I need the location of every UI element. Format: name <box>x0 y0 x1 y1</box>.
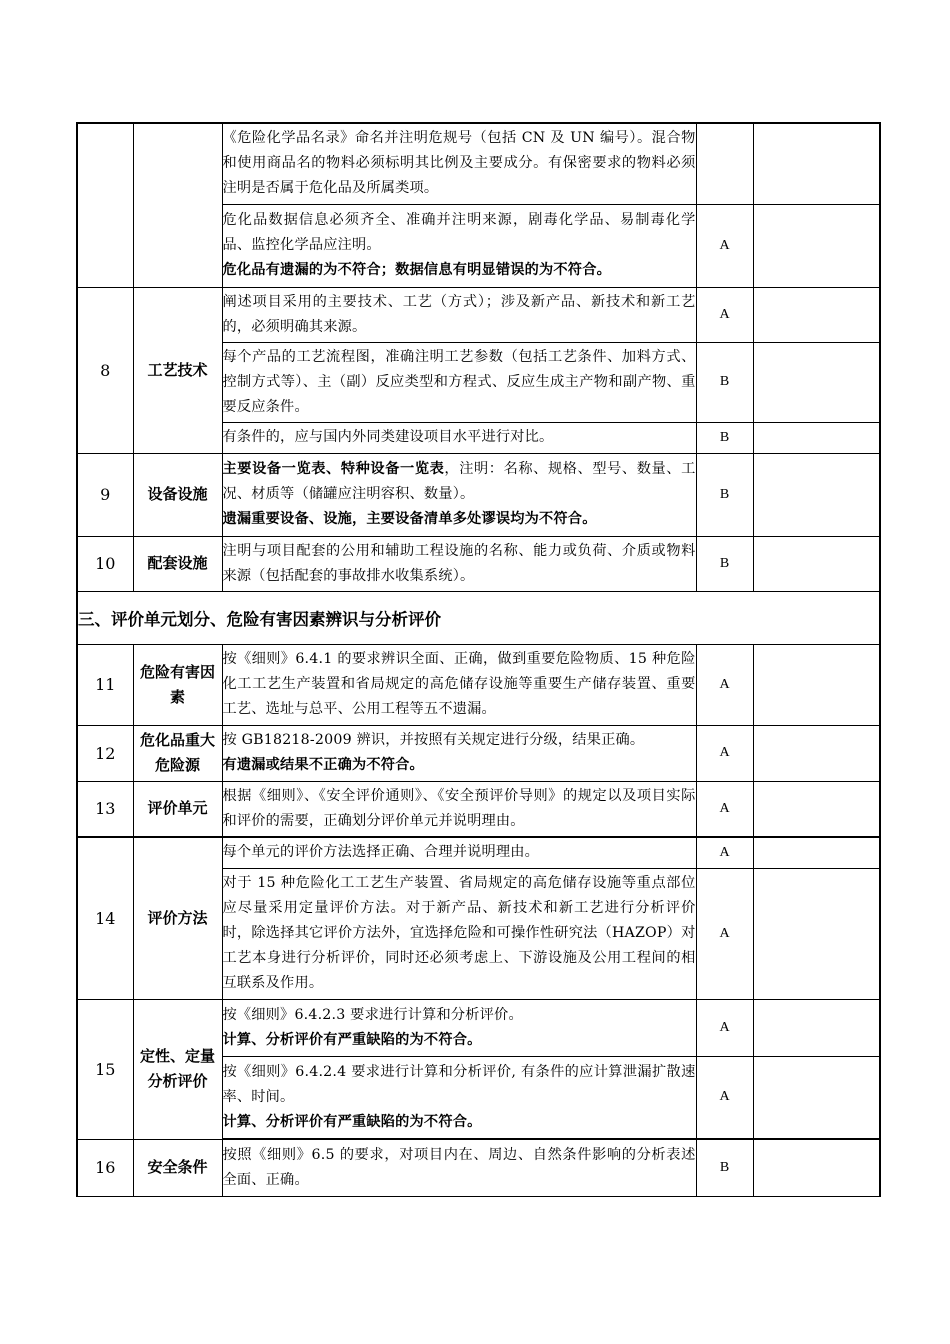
grade-cell: A <box>696 644 753 725</box>
remark-cell <box>753 644 880 725</box>
requirement-text: 每个单元的评价方法选择正确、合理并说明理由。 <box>222 837 696 868</box>
remark-cell <box>753 837 880 868</box>
remark-cell <box>753 453 880 536</box>
grade-cell: B <box>696 1139 753 1196</box>
grade-cell: B <box>696 342 753 422</box>
item-name <box>133 123 222 287</box>
item-name: 设备设施 <box>133 453 222 536</box>
requirement-text: 按 GB18218-2009 辨识，并按照有关规定进行分级，结果正确。 有遗漏或结果不正确为不符合。 <box>222 725 696 781</box>
remark-cell <box>753 342 880 422</box>
item-name: 危险有害因素 <box>133 644 222 725</box>
requirement-text: 根据《细则》、《安全评价通则》、《安全预评价导则》的规定以及项目实际和评价的需要，正确划分评价单元并说明理由。 <box>222 781 696 837</box>
requirement-text: 按照《细则》6.5 的要求，对项目内在、周边、自然条件影响的分析表述全面、正确。 <box>222 1139 696 1196</box>
grade-cell: A <box>696 868 753 999</box>
row-number: 15 <box>77 999 133 1139</box>
section-heading: 三、评价单元划分、危险有害因素辨识与分析评价 <box>77 591 880 644</box>
nonconformity-note: 遗漏重要设备、设施，主要设备清单多处谬误均为不符合。 <box>222 511 597 527</box>
row-number: 16 <box>77 1139 133 1196</box>
remark-cell <box>753 781 880 837</box>
remark-cell <box>753 868 880 999</box>
grade-cell: A <box>696 1056 753 1139</box>
remark-cell <box>753 725 880 781</box>
row-number: 9 <box>77 453 133 536</box>
requirement-text: 注明与项目配套的公用和辅助工程设施的名称、能力或负荷、介质或物料来源（包括配套的事故排水收集系统）。 <box>222 536 696 591</box>
nonconformity-note: 计算、分析评价有严重缺陷的为不符合。 <box>222 1113 482 1130</box>
requirement-text: 按《细则》6.4.2.4 要求进行计算和分析评价, 有条件的应计算泄漏扩散速率、时间。 计算、分析评价有严重缺陷的为不符合。 <box>222 1056 696 1139</box>
requirement-text: 有条件的，应与国内外同类建设项目水平进行对比。 <box>222 422 696 453</box>
item-name: 评价单元 <box>133 781 222 837</box>
row-number: 12 <box>77 725 133 781</box>
row-number: 10 <box>77 536 133 591</box>
item-name: 评价方法 <box>133 837 222 999</box>
requirement-text: 主要设备一览表、特种设备一览表，注明：名称、规格、型号、数量、工况、材质等（储罐应注明容积、数量）。 遗漏重要设备、设施，主要设备清单多处谬误均为不符合。 <box>222 453 696 536</box>
remark-cell <box>753 1056 880 1139</box>
item-name: 安全条件 <box>133 1139 222 1196</box>
grade-cell: B <box>696 453 753 536</box>
equipment-list-title: 主要设备一览表、特种设备一览表 <box>222 461 445 477</box>
row-number: 11 <box>77 644 133 725</box>
grade-cell: A <box>696 204 753 287</box>
requirement-text: 阐述项目采用的主要技术、工艺（方式）；涉及新产品、新技术和新工艺的，必须明确其来源。 <box>222 287 696 342</box>
grade-cell: B <box>696 422 753 453</box>
requirement-text: 《危险化学品名录》命名并注明危规号（包括 CN 及 UN 编号）。混合物和使用商品名的物料必须标明其比例及主要成分。有保密要求的物料必须注明是否属于危化品及所属类项。 <box>222 123 696 204</box>
requirement-text: 对于 15 种危险化工工艺生产装置、省局规定的高危储存设施等重点部位应尽量采用定量评价方法。对于新产品、新技术和新工艺进行分析评价时，除选择其它评价方法外，宜选择危险和可操作性研究法（HAZOP）对工艺本身进行分析评价，同时还必须考虑上、下游设施及公用工程间的相互联系及作用。 <box>222 868 696 999</box>
grade-cell: A <box>696 725 753 781</box>
remark-cell <box>753 422 880 453</box>
grade-cell: A <box>696 999 753 1056</box>
remark-cell <box>753 204 880 287</box>
grade-cell: A <box>696 781 753 837</box>
row-number: 14 <box>77 837 133 999</box>
row-number: 8 <box>77 287 133 453</box>
requirement-text: 每个产品的工艺流程图，准确注明工艺参数（包括工艺条件、加料方式、控制方式等）、主（副）反应类型和方程式、反应生成主产物和副产物、重要反应条件。 <box>222 342 696 422</box>
requirement-text: 按《细则》6.4.1 的要求辨识全面、正确，做到重要危险物质、15 种危险化工工艺生产装置和省局规定的高危储存设施等重要生产储存装置、重要工艺、选址与总平、公用工程等五不遗漏。 <box>222 644 696 725</box>
remark-cell <box>753 1139 880 1196</box>
grade-cell: B <box>696 536 753 591</box>
remark-cell <box>753 287 880 342</box>
remark-cell <box>753 999 880 1056</box>
review-table <box>76 122 881 1197</box>
nonconformity-note: 有遗漏或结果不正确为不符合。 <box>222 757 424 773</box>
requirement-text: 按《细则》6.4.2.3 要求进行计算和分析评价。 计算、分析评价有严重缺陷的为不符合。 <box>222 999 696 1056</box>
nonconformity-note: 计算、分析评价有严重缺陷的为不符合。 <box>222 1031 482 1048</box>
row-number <box>77 123 133 287</box>
remark-cell <box>753 123 880 204</box>
item-name: 定性、定量分析评价 <box>133 999 222 1139</box>
grade-cell <box>696 123 753 204</box>
requirement-text: 危化品数据信息必须齐全、准确并注明来源，剧毒化学品、易制毒化学品、监控化学品应注明。 危化品有遗漏的为不符合；数据信息有明显错误的为不符合。 <box>222 204 696 287</box>
remark-cell <box>753 536 880 591</box>
item-name: 危化品重大危险源 <box>133 725 222 781</box>
grade-cell: A <box>696 837 753 868</box>
item-name: 工艺技术 <box>133 287 222 453</box>
item-name: 配套设施 <box>133 536 222 591</box>
nonconformity-note: 危化品有遗漏的为不符合；数据信息有明显错误的为不符合。 <box>222 262 611 278</box>
grade-cell: A <box>696 287 753 342</box>
row-number: 13 <box>77 781 133 837</box>
